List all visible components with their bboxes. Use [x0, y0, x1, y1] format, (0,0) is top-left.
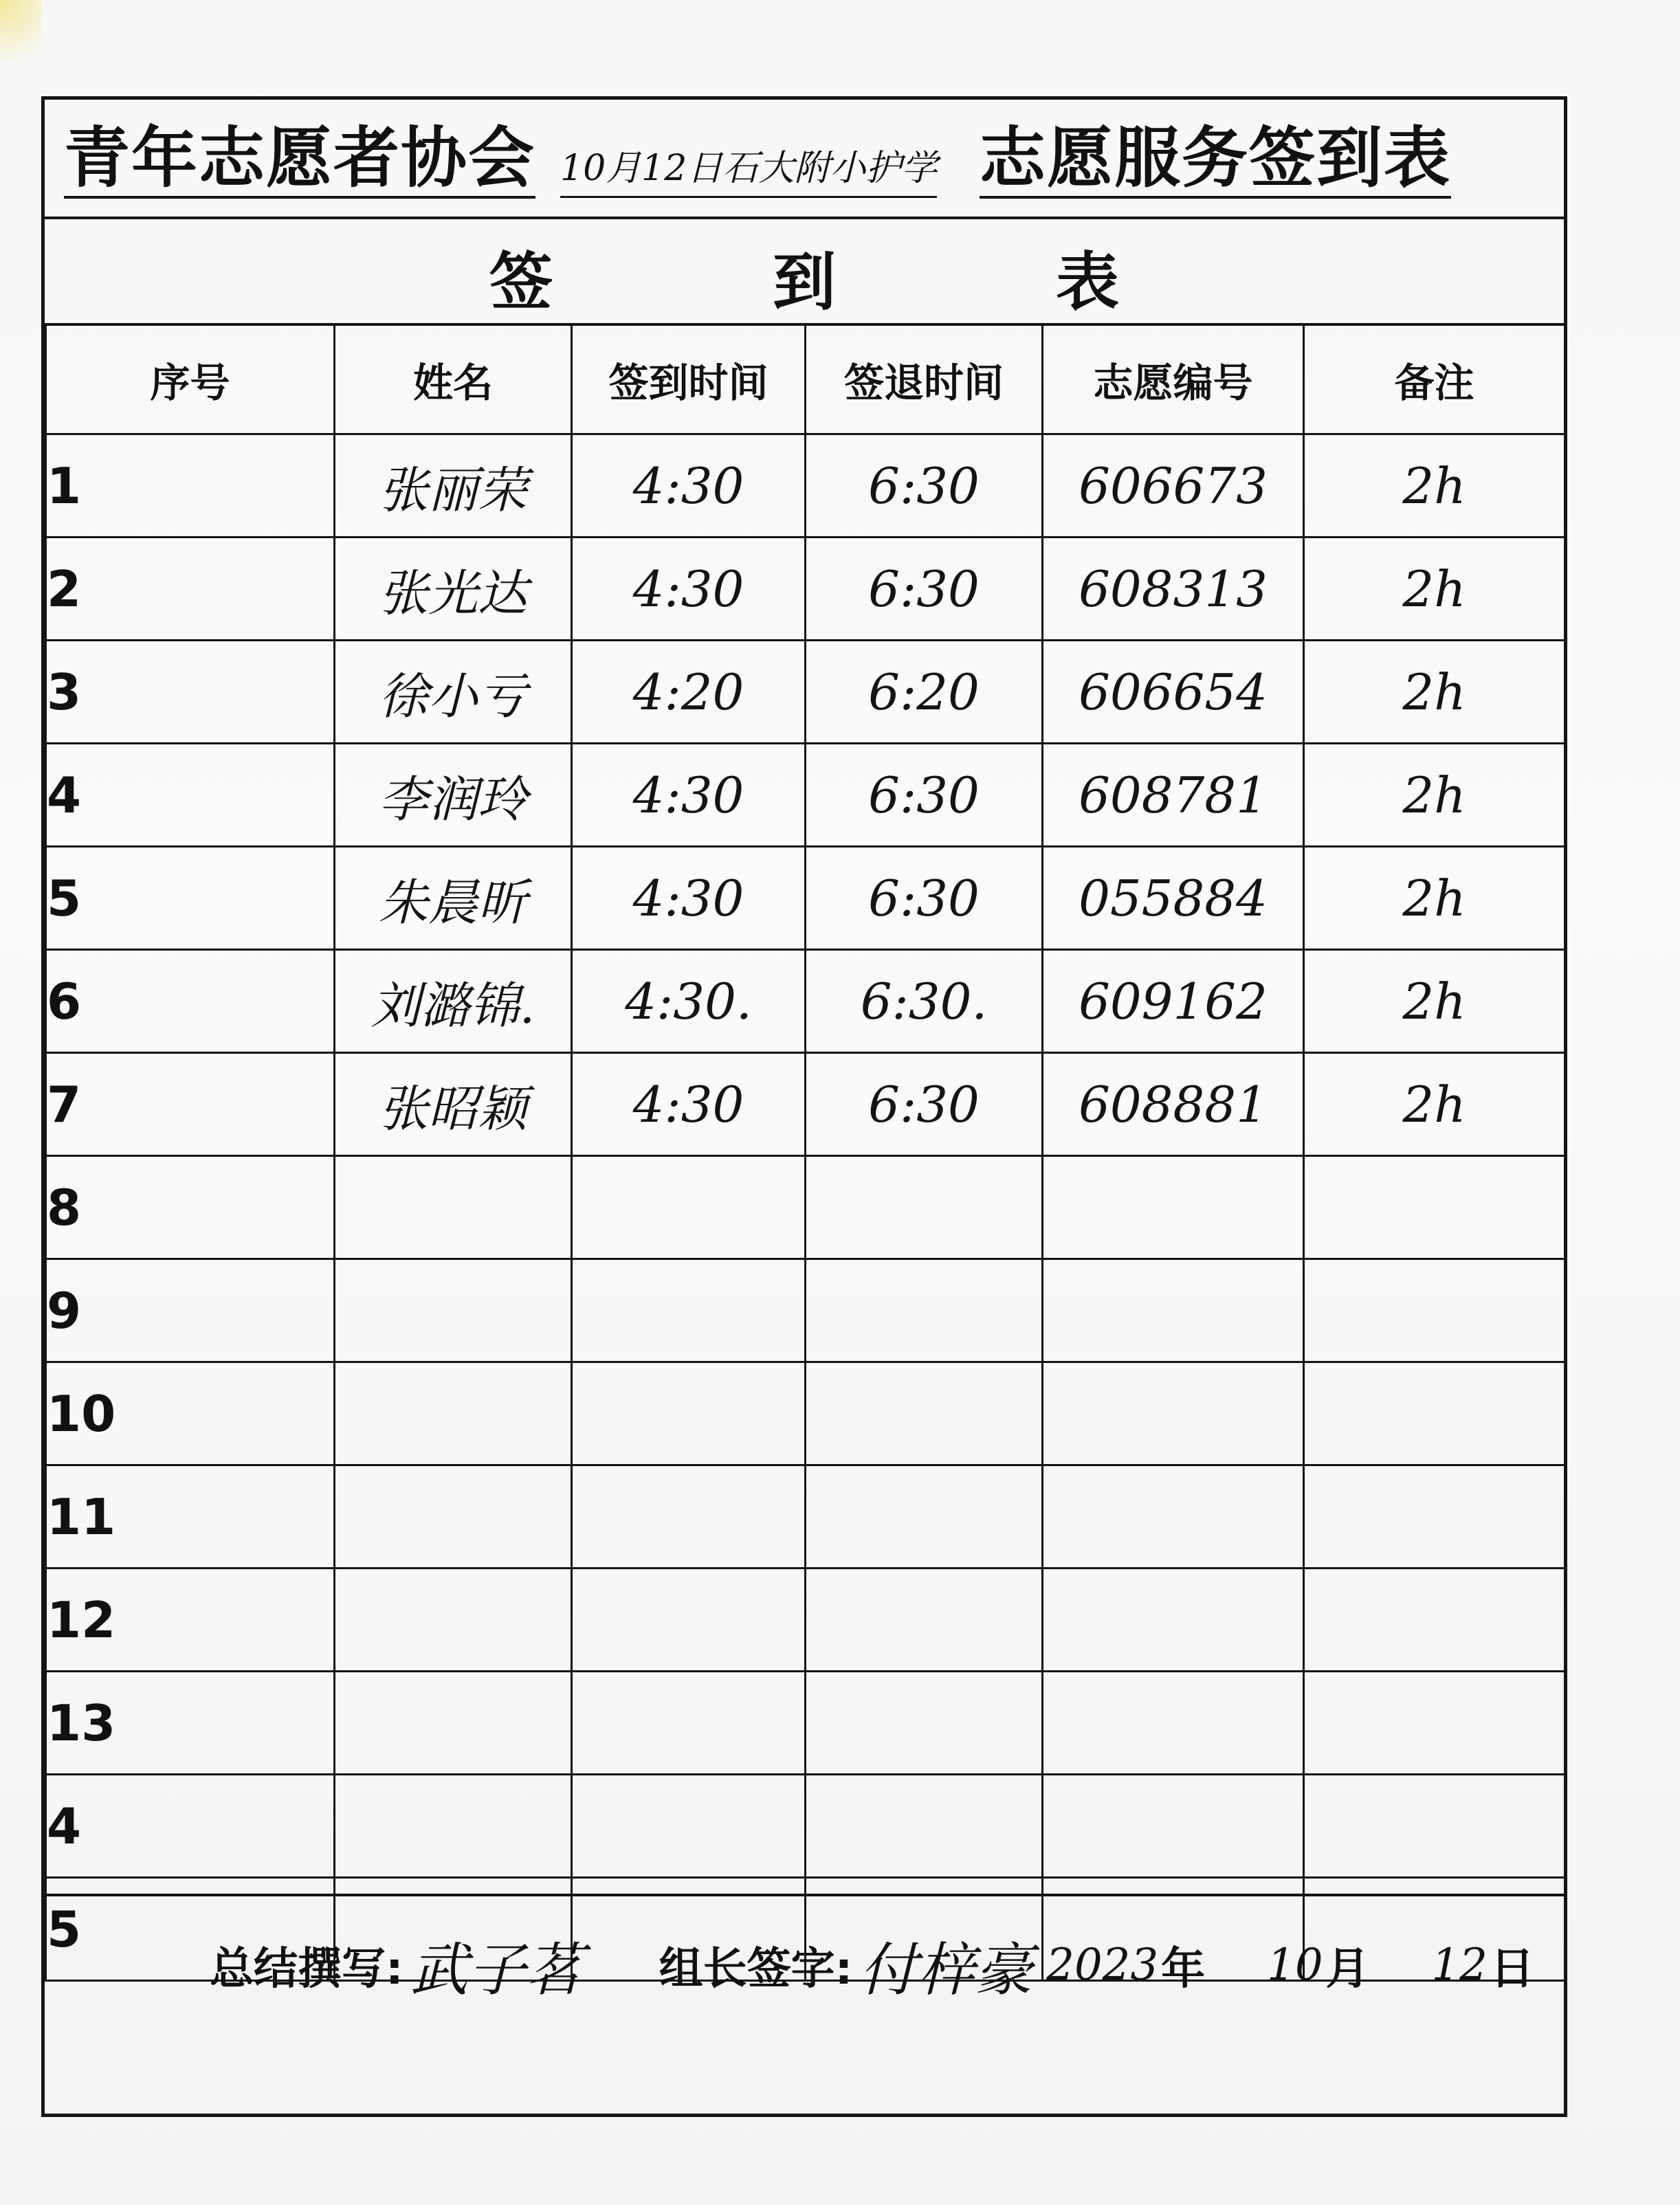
remark: [1304, 1672, 1565, 1775]
sign-out-time: [806, 1569, 1043, 1672]
date-year: 2023: [1046, 1940, 1159, 1991]
remark: 2h: [1304, 744, 1565, 847]
sign-in-time: 4:30: [572, 744, 806, 847]
column-header-index: 序号: [46, 324, 335, 434]
volunteer-id: 608881: [1043, 1053, 1304, 1156]
volunteer-name: 朱晨昕: [335, 847, 572, 950]
table-row: [46, 1672, 1565, 1775]
column-header-volunteer-id: 志愿编号: [1043, 324, 1304, 434]
sign-out-time: [806, 1156, 1043, 1259]
volunteer-name: [335, 1362, 572, 1465]
sign-out-time: 6:30: [806, 538, 1043, 641]
volunteer-id: 606654: [1043, 641, 1304, 744]
footer-signature-row: [45, 1894, 1564, 2034]
volunteer-name: [335, 1672, 572, 1775]
volunteer-name: [335, 1259, 572, 1362]
table-row: [46, 1362, 1565, 1465]
volunteer-id: 606673: [1043, 434, 1304, 538]
volunteer-name: 张昭颖: [335, 1053, 572, 1156]
volunteer-name: [335, 1569, 572, 1672]
row-index: 13: [46, 1672, 335, 1775]
sign-out-time: [806, 1465, 1043, 1569]
table-row: [46, 1053, 1565, 1156]
table-row: [46, 744, 1565, 847]
paper-corner-tint: [0, 0, 41, 82]
remark: 2h: [1304, 1053, 1565, 1156]
row-index: 4: [46, 1775, 335, 1878]
roster-table: [45, 323, 1566, 1982]
sign-out-time: 6:20: [806, 641, 1043, 744]
volunteer-id: [1043, 1775, 1304, 1878]
volunteer-id: 608781: [1043, 744, 1304, 847]
row-index: 7: [46, 1053, 335, 1156]
sign-in-time: 4:20: [572, 641, 806, 744]
sign-out-time: 6:30: [806, 744, 1043, 847]
sign-out-time: [806, 1362, 1043, 1465]
subtitle-char: 表: [1056, 245, 1120, 319]
volunteer-id: [1043, 1259, 1304, 1362]
remark: 2h: [1304, 950, 1565, 1053]
date-month: 10: [1267, 1940, 1323, 1991]
sign-in-time: [572, 1259, 806, 1362]
volunteer-id: 055884: [1043, 847, 1304, 950]
subtitle-row: [45, 217, 1564, 326]
volunteer-id: [1043, 1465, 1304, 1569]
remark: [1304, 1465, 1565, 1569]
row-index: 5: [46, 1878, 335, 1981]
table-row: [46, 1775, 1565, 1878]
sign-in-time: [572, 1465, 806, 1569]
sign-out-time: 6:30: [806, 1053, 1043, 1156]
column-header-sign-out-time: 签退时间: [806, 324, 1043, 434]
subtitle-char: 签: [489, 245, 553, 319]
organization-title: 青年志愿者协会: [64, 120, 535, 199]
date-day-unit: 日: [1490, 1944, 1534, 1995]
remark: [1304, 1156, 1565, 1259]
leader-signature: 付梓豪: [859, 1936, 1033, 2004]
sign-in-time: [572, 1362, 806, 1465]
row-index: 1: [46, 434, 335, 538]
volunteer-name: [335, 1465, 572, 1569]
remark: 2h: [1304, 641, 1565, 744]
writer-label: 总结撰写:: [210, 1944, 404, 1995]
volunteer-id: 608313: [1043, 538, 1304, 641]
volunteer-id: [1043, 1362, 1304, 1465]
sign-out-time: [806, 1259, 1043, 1362]
remark: 2h: [1304, 434, 1565, 538]
sign-in-time: [572, 1569, 806, 1672]
row-index: 3: [46, 641, 335, 744]
leader-label: 组长签字:: [659, 1944, 853, 1995]
sign-in-time: [572, 1156, 806, 1259]
volunteer-name: [335, 1775, 572, 1878]
sign-in-sheet: [41, 96, 1567, 2117]
row-index: 6: [46, 950, 335, 1053]
remark: 2h: [1304, 538, 1565, 641]
sign-out-time: 6:30.: [806, 950, 1043, 1053]
sign-out-time: 6:30: [806, 434, 1043, 538]
table-row: [46, 950, 1565, 1053]
table-header-row: [46, 324, 1565, 434]
sign-out-time: 6:30: [806, 847, 1043, 950]
sign-in-time: 4:30: [572, 434, 806, 538]
row-index: 5: [46, 847, 335, 950]
remark: [1304, 1775, 1565, 1878]
column-header-name: 姓名: [335, 324, 572, 434]
date-year-unit: 年: [1161, 1944, 1206, 1995]
table-row: [46, 1465, 1565, 1569]
table-row: [46, 1569, 1565, 1672]
volunteer-name: 李润玲: [335, 744, 572, 847]
sign-in-time: [572, 1672, 806, 1775]
remark: [1304, 1259, 1565, 1362]
volunteer-name: [335, 1156, 572, 1259]
volunteer-name: 刘潞锦.: [335, 950, 572, 1053]
sign-in-time: 4:30: [572, 1053, 806, 1156]
table-row: [46, 434, 1565, 538]
remark: [1304, 1362, 1565, 1465]
table-row: [46, 847, 1565, 950]
remark: 2h: [1304, 847, 1565, 950]
table-row: [46, 1156, 1565, 1259]
date-month-unit: 月: [1325, 1944, 1370, 1995]
title-row: [45, 100, 1564, 219]
column-header-sign-in-time: 签到时间: [572, 324, 806, 434]
volunteer-name: 张丽荣: [335, 434, 572, 538]
subtitle: [45, 232, 1564, 322]
table-row: [46, 641, 1565, 744]
sign-in-time: 4:30: [572, 847, 806, 950]
table-row: [46, 1259, 1565, 1362]
remark: [1304, 1569, 1565, 1672]
row-index: 10: [46, 1362, 335, 1465]
row-index: 9: [46, 1259, 335, 1362]
roster-body: [46, 434, 1565, 1981]
subtitle-char: 到: [772, 245, 836, 319]
volunteer-name: 徐小亏: [335, 641, 572, 744]
table-row: [46, 538, 1565, 641]
column-header-remark: 备注: [1304, 324, 1565, 434]
writer-signature: 武子茗: [410, 1936, 584, 2004]
row-index: 8: [46, 1156, 335, 1259]
row-index: 12: [46, 1569, 335, 1672]
sign-in-time: 4:30.: [572, 950, 806, 1053]
row-index: 4: [46, 744, 335, 847]
volunteer-id: [1043, 1672, 1304, 1775]
sign-out-time: [806, 1775, 1043, 1878]
event-handwritten: 10月12日石大附小护学: [560, 141, 937, 198]
volunteer-id: [1043, 1569, 1304, 1672]
volunteer-id: 609162: [1043, 950, 1304, 1053]
form-title: 志愿服务签到表: [980, 120, 1451, 199]
sign-in-time: 4:30: [572, 538, 806, 641]
sign-out-time: [806, 1672, 1043, 1775]
volunteer-name: 张光达: [335, 538, 572, 641]
date-day: 12: [1431, 1940, 1488, 1991]
volunteer-id: [1043, 1156, 1304, 1259]
sign-in-time: [572, 1775, 806, 1878]
row-index: 11: [46, 1465, 335, 1569]
row-index: 2: [46, 538, 335, 641]
